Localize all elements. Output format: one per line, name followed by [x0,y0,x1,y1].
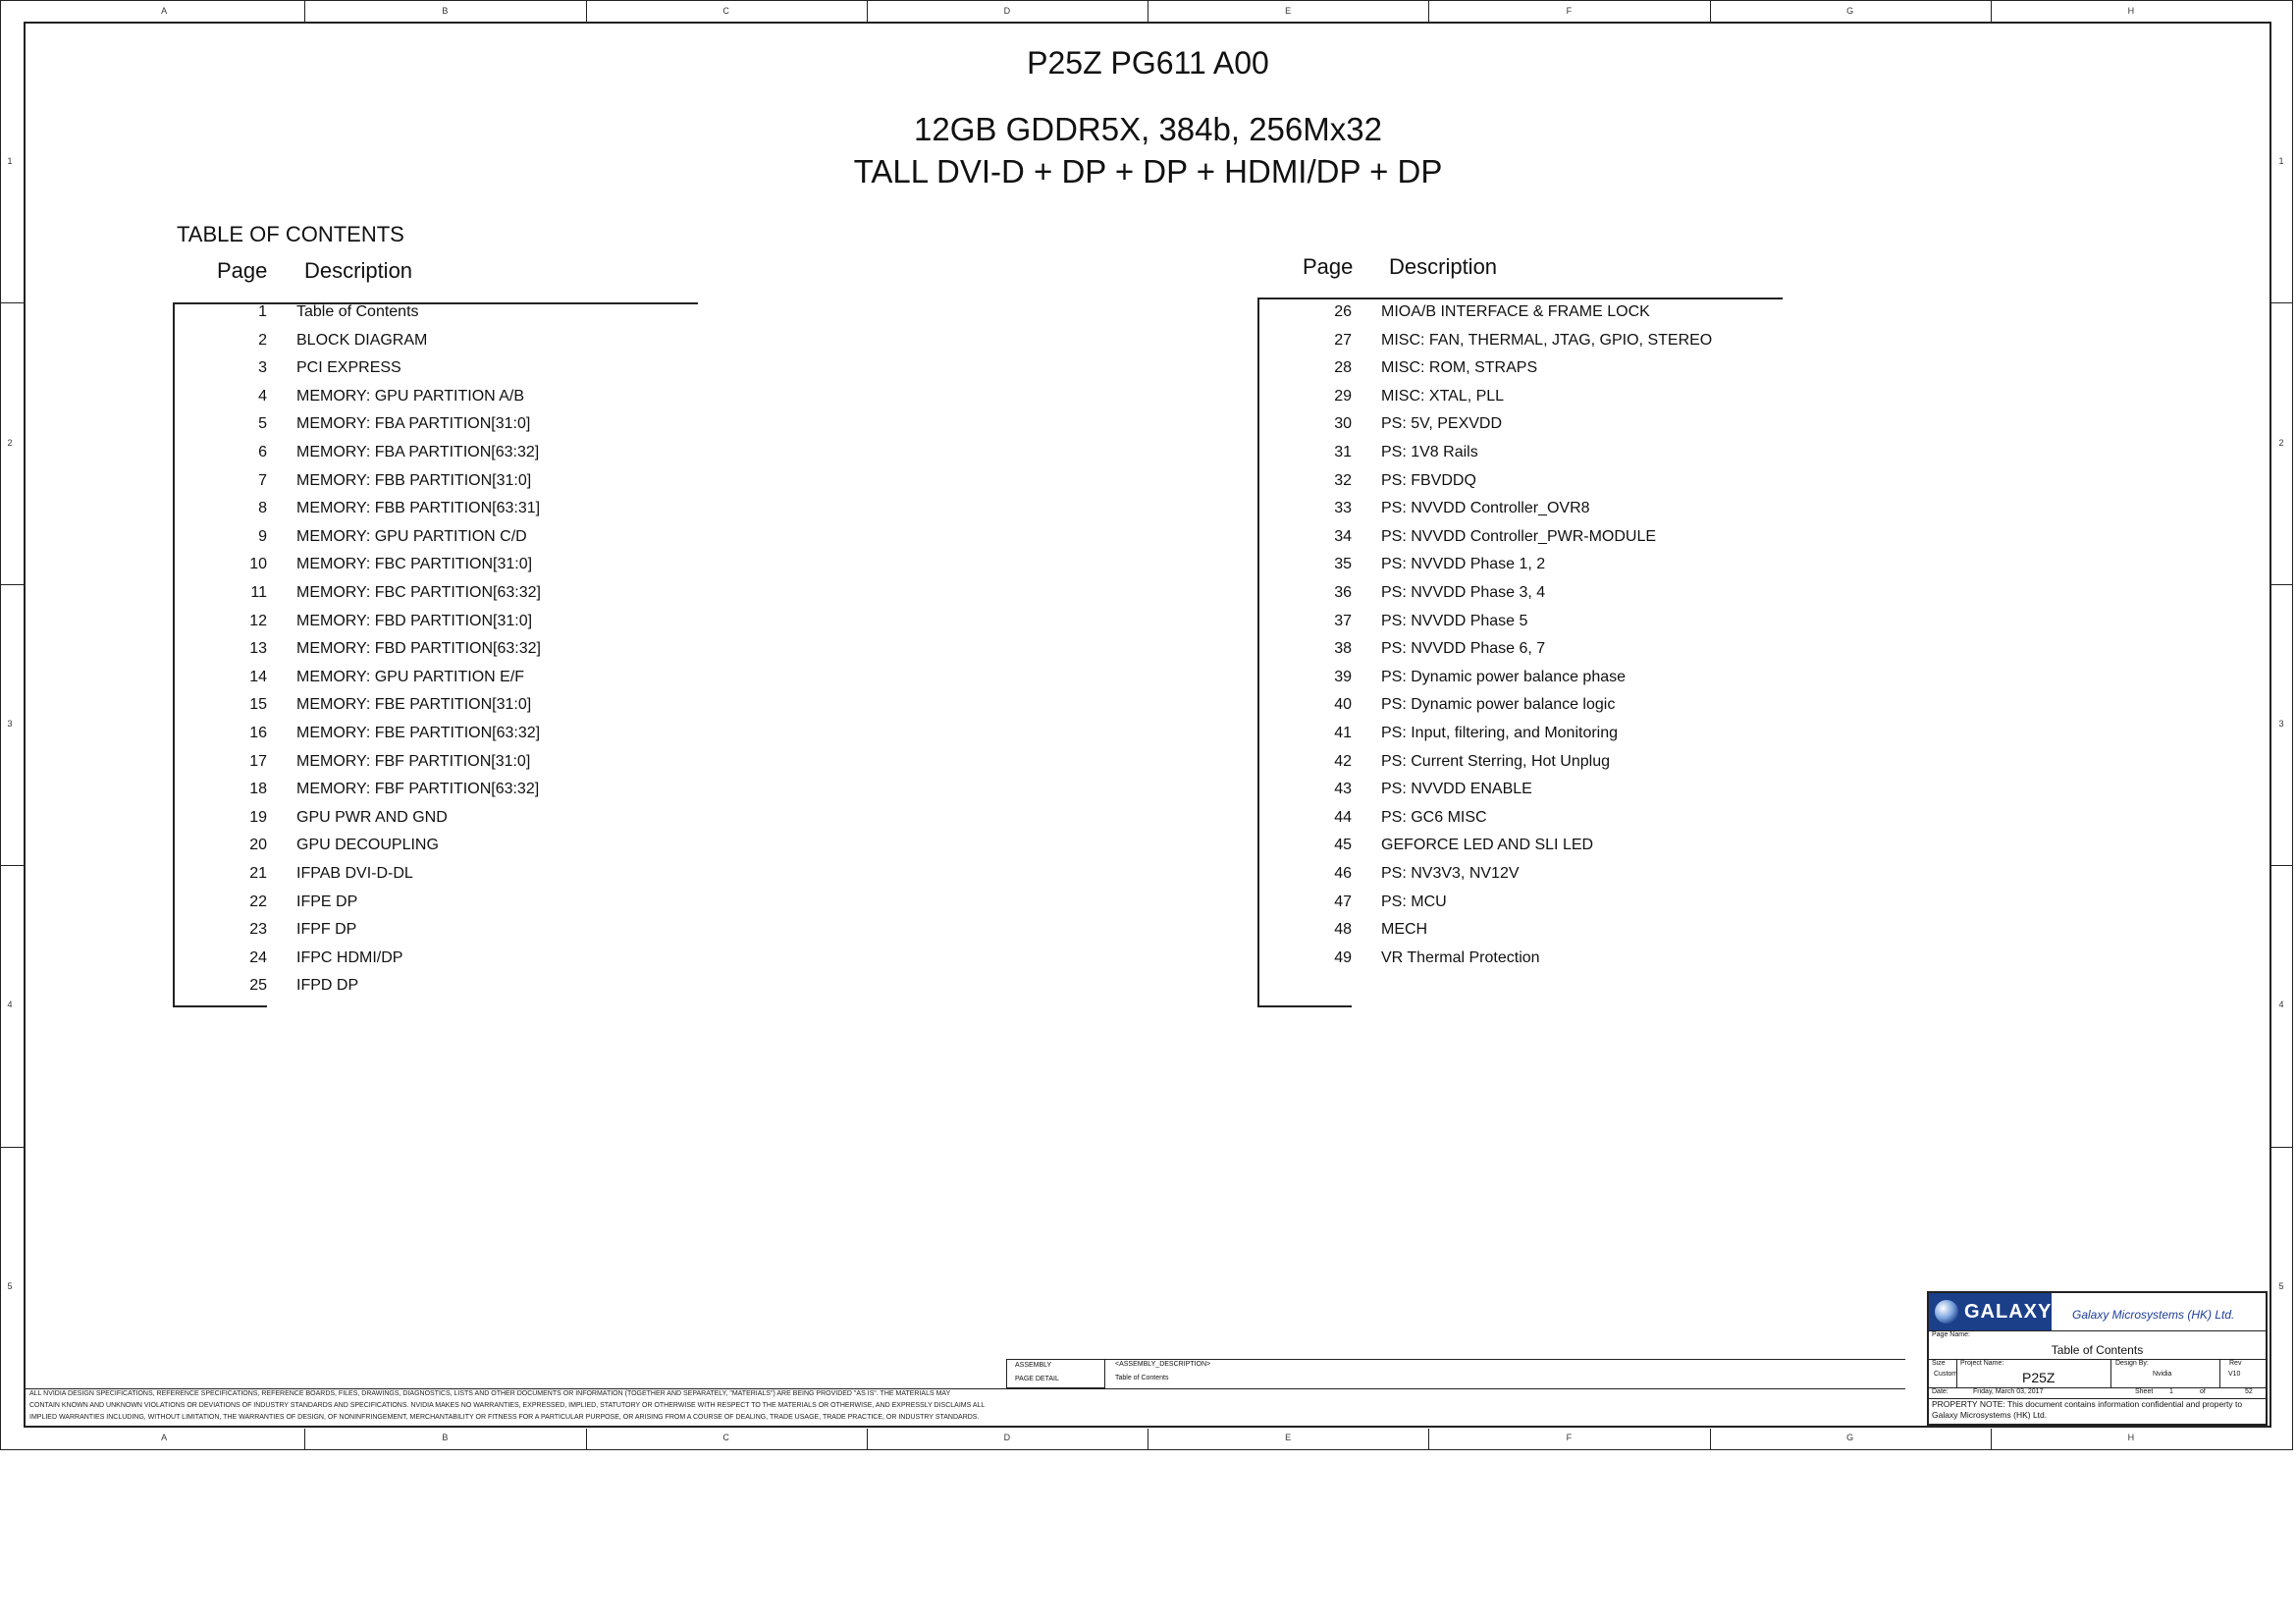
zone-column-label: D [1003,1433,1011,1442]
toc-row [169,415,758,443]
toc-row [1254,500,1842,527]
zone-divider [304,1429,305,1450]
toc-page-number: 16 [249,725,267,741]
toc-row [1254,388,1842,415]
assembly-label-cell [1006,1359,1105,1388]
toc-page-number: 25 [249,977,267,995]
toc-page-number: 42 [1334,752,1352,770]
toc-row [169,584,758,612]
toc-description: PS: NV3V3, NV12V [1381,865,1520,882]
toc-description: MEMORY: FBF PARTITION[63:32] [296,781,540,798]
zone-row-label: 3 [7,719,13,729]
toc-description: MEMORY: FBA PARTITION[31:0] [296,415,531,433]
toc-row [169,359,758,387]
toc-page-number: 22 [249,893,267,910]
toc-row [169,725,758,752]
toc-page-number: 3 [258,359,267,377]
toc-row [1254,528,1842,556]
toc-page-number: 8 [258,500,267,517]
toc-description: IFPE DP [296,893,358,910]
toc-row [169,837,758,864]
toc-row [169,781,758,808]
property-note: PROPERTY NOTE: This document contains information confidential and property to Galaxy Microsystems (HK) Ltd. [1932,1399,2243,1420]
left-description-header: Description [304,258,413,283]
toc-description: PS: NVVDD Phase 6, 7 [1381,640,1546,658]
toc-page-number: 27 [1334,331,1352,349]
toc-row [1254,584,1842,612]
toc-page-number: 48 [1334,921,1352,939]
zone-row-label: 5 [7,1280,13,1291]
zone-row-label: 5 [2278,1280,2284,1291]
toc-description: PS: Dynamic power balance logic [1381,696,1616,714]
toc-row [169,444,758,471]
toc-description: PS: NVVDD Phase 1, 2 [1381,556,1546,573]
zone-column-label: G [1846,6,1854,16]
zone-row-label: 1 [2278,156,2284,167]
toc-page-number: 34 [1334,527,1352,545]
assembly-value: <ASSEMBLY_DESCRIPTION> [1115,1361,1211,1368]
toc-page-number: 43 [1334,781,1352,798]
zone-column-label: A [161,6,168,16]
toc-page-number: 1 [258,303,267,320]
toc-row [1254,781,1842,808]
toc-description: GEFORCE LED AND SLI LED [1381,837,1594,854]
toc-page-number: 32 [1334,471,1352,489]
memory-config-subtitle: 12GB GDDR5X, 384b, 256Mx32 [914,111,1382,147]
toc-page-number: 14 [249,668,267,685]
zone-row-label: 4 [2278,1000,2284,1010]
zone-column-label: F [1566,6,1573,16]
toc-page-number: 44 [1334,808,1352,826]
toc-page-number: 23 [249,921,267,939]
toc-description: MEMORY: GPU PARTITION A/B [296,387,525,405]
rev-label: Rev [2229,1360,2242,1367]
toc-row [169,472,758,500]
of-label: of [2200,1388,2206,1395]
company-name: Galaxy Microsystems (HK) Ltd. [2072,1308,2235,1322]
toc-row [169,809,758,837]
toc-page-number: 30 [1334,415,1352,433]
toc-page-number: 12 [249,612,267,629]
zone-column-label: H [2127,1433,2135,1442]
toc-page-number: 17 [249,752,267,770]
toc-page-number: 21 [249,865,267,882]
toc-page-number: 4 [258,387,267,405]
toc-page-number: 6 [258,444,267,460]
page-name-value: Table of Contents [2051,1343,2144,1357]
sheet-label: Sheet [2135,1388,2154,1395]
zone-divider [2269,1147,2293,1148]
toc-description: IFPC HDMI/DP [296,948,403,966]
toc-row [1254,753,1842,781]
zone-column-label: E [1285,6,1292,16]
toc-page-number: 35 [1334,556,1352,573]
toc-page-number: 45 [1334,837,1352,854]
toc-page-number: 7 [258,471,267,489]
zone-column-label: G [1846,1433,1854,1442]
zone-column-label: A [161,1433,168,1442]
toc-description: VR Thermal Protection [1381,948,1540,966]
toc-row [1254,837,1842,864]
toc-row [169,753,758,781]
toc-description: MECH [1381,921,1428,939]
title-block [1927,1291,2268,1426]
rev-value: V10 [2228,1371,2241,1378]
zone-column-label: D [1003,6,1011,16]
toc-row [1254,444,1842,471]
toc-row [1254,556,1842,583]
toc-row [169,640,758,668]
disclaimer-line-1: ALL NVIDIA DESIGN SPECIFICATIONS, REFERENCE SPECIFICATIONS, REFERENCE BOARDS, FILES, DRAWINGS, DIAGNOSTICS, LISTS AND OTHER DOCUMENTS OR INFORMATION (TOGETHER AND SEPARATELY, "MATERIALS") ARE BEING PROVIDED "AS IS". THE MATERIALS MAY [29,1390,951,1397]
toc-page-number: 15 [249,696,267,714]
schematic-title: P25Z PG611 A00 [1027,45,1269,81]
toc-description: MISC: FAN, THERMAL, JTAG, GPIO, STEREO [1381,331,1713,349]
toc-row [1254,613,1842,640]
toc-row [169,500,758,527]
toc-row [169,949,758,977]
toc-description: Table of Contents [296,303,419,320]
toc-page-number: 36 [1334,584,1352,601]
toc-description: PS: NVVDD Controller_OVR8 [1381,500,1590,517]
toc-description: IFPF DP [296,921,357,939]
toc-page-number: 28 [1334,359,1352,377]
zone-column-label: F [1566,1433,1573,1442]
toc-description: MEMORY: FBD PARTITION[31:0] [296,612,533,629]
toc-description: PS: Dynamic power balance phase [1381,668,1627,685]
zone-divider [1428,1429,1429,1450]
toc-description: MEMORY: FBC PARTITION[63:32] [296,584,541,601]
zone-column-label: B [442,1433,449,1442]
zone-divider [0,302,24,303]
page-name-label: Page Name: [1932,1331,1970,1338]
right-description-header: Description [1389,254,1498,279]
toc-description: GPU DECOUPLING [296,837,439,854]
page-detail-value: Table of Contents [1115,1375,1169,1381]
zone-divider [1991,0,1992,22]
toc-page-number: 33 [1334,500,1352,517]
zone-row-label: 1 [7,156,13,167]
toc-description: MEMORY: GPU PARTITION E/F [296,668,525,685]
toc-row [169,613,758,640]
toc-row [169,696,758,724]
toc-row [1254,669,1842,696]
toc-page-number: 47 [1334,893,1352,910]
zone-divider [1710,1429,1711,1450]
toc-description: MEMORY: FBF PARTITION[31:0] [296,752,531,770]
project-name-label: Project Name: [1960,1360,2004,1367]
toc-description: MEMORY: FBE PARTITION[31:0] [296,696,532,714]
toc-row [1254,865,1842,893]
toc-page-number: 38 [1334,640,1352,658]
toc-description: MEMORY: FBA PARTITION[63:32] [296,444,540,460]
toc-row [169,303,758,331]
toc-description: MIOA/B INTERFACE & FRAME LOCK [1381,303,1650,320]
project-name-value: P25Z [2022,1370,2056,1385]
toc-description: BLOCK DIAGRAM [296,331,428,349]
zone-divider [1710,0,1711,22]
zone-divider [0,1147,24,1148]
toc-row [1254,949,1842,977]
toc-heading: TABLE OF CONTENTS [177,222,404,246]
toc-page-number: 18 [249,781,267,798]
toc-page-number: 26 [1334,303,1352,320]
toc-description: MISC: ROM, STRAPS [1381,359,1538,377]
toc-row [1254,893,1842,921]
toc-row [169,332,758,359]
date-value: Friday, March 03, 2017 [1973,1388,2044,1395]
toc-page-number: 11 [250,584,267,601]
toc-description: PS: Input, filtering, and Monitoring [1381,725,1619,741]
toc-page-number: 37 [1334,612,1352,629]
left-page-header: Page [217,258,268,283]
zone-column-label: C [722,6,729,16]
toc-description: GPU PWR AND GND [296,808,448,826]
legal-disclaimer [29,1388,985,1424]
design-by-value: Nvidia [2153,1371,2172,1378]
disclaimer-line-3: IMPLIED WARRANTIES INCLUDING, WITHOUT LIMITATION, THE WARRANTIES OF DESIGN, OF NONINFRINGEMENT, MERCHANTABILITY OR FITNESS FOR A PARTICULAR PURPOSE, OR ARISING FROM A COURSE OF DEALING, TRADE USAGE, TRADE PRACTICE, OR INDUSTRY STANDARDS. [29,1414,980,1421]
zone-row-label: 4 [7,1000,13,1010]
toc-description: PCI EXPRESS [296,359,401,377]
galaxy-logo [1929,1293,2052,1330]
zone-row-label: 2 [7,437,13,448]
toc-page-number: 24 [249,948,267,966]
toc-description: PS: GC6 MISC [1381,808,1487,826]
toc-row [169,388,758,415]
zone-divider [2269,302,2293,303]
toc-row [169,977,758,1004]
toc-page-number: 10 [249,556,267,573]
zone-column-label: E [1285,1433,1292,1442]
toc-page-number: 20 [249,837,267,854]
zone-divider [867,0,868,22]
toc-description: PS: NVVDD Controller_PWR-MODULE [1381,527,1657,545]
toc-row [169,528,758,556]
toc-page-number: 5 [258,415,267,433]
zone-divider [1991,1429,1992,1450]
toc-description: PS: NVVDD ENABLE [1381,781,1532,798]
zone-column-label: C [722,1433,729,1442]
toc-row [169,865,758,893]
toc-row [1254,640,1842,668]
toc-page-number: 9 [258,527,267,545]
disclaimer-line-2: CONTAIN KNOWN AND UNKNOWN VIOLATIONS OR DEVIATIONS OF INDUSTRY STANDARDS AND SPECIFICATIONS. NVIDIA MAKES NO WARRANTIES, EXPRESSED, IMPLIED, STATUTORY OR OTHERWISE WITH RESPECT TO THE MATERIALS OR OTHERWISE, AND EXPRESSLY DISCLAIMS ALL [29,1402,986,1409]
zone-divider [586,0,587,22]
toc-page-number: 13 [249,640,267,658]
of-value: 52 [2245,1388,2253,1395]
sheet-value: 1 [2169,1388,2173,1395]
zone-column-label: H [2127,6,2135,16]
size-value: Custom [1934,1371,1958,1378]
toc-description: PS: 1V8 Rails [1381,444,1478,460]
toc-page-number: 40 [1334,696,1352,714]
toc-row [1254,696,1842,724]
toc-description: IFPD DP [296,977,359,995]
toc-description: PS: NVVDD Phase 3, 4 [1381,584,1546,601]
toc-row [1254,415,1842,443]
assembly-top-rule [1006,1359,1905,1360]
zone-divider [2269,584,2293,585]
zone-divider [867,1429,868,1450]
assembly-label: ASSEMBLY [1015,1362,1052,1369]
toc-page-number: 2 [258,331,267,349]
toc-row [169,669,758,696]
zone-divider [0,865,24,866]
zone-divider [2269,865,2293,866]
toc-page-number: 46 [1334,865,1352,882]
toc-description: PS: NVVDD Phase 5 [1381,612,1528,629]
toc-row [1254,472,1842,500]
toc-page-number: 19 [249,808,267,826]
toc-row [169,893,758,921]
toc-description: MEMORY: FBC PARTITION[31:0] [296,556,533,573]
toc-page-number: 39 [1334,668,1352,685]
toc-row [169,556,758,583]
right-page-header: Page [1303,254,1354,279]
toc-row [1254,303,1842,331]
zone-row-label: 3 [2278,719,2284,729]
zone-divider [1428,0,1429,22]
toc-description: PS: MCU [1381,893,1447,910]
toc-description: IFPAB DVI-D-DL [296,865,413,882]
toc-description: PS: FBVDDQ [1381,471,1476,489]
toc-row [169,921,758,948]
toc-row [1254,809,1842,837]
zone-column-label: B [442,6,449,16]
display-outputs-subtitle: TALL DVI-D + DP + DP + HDMI/DP + DP [853,153,1443,189]
toc-row [1254,921,1842,948]
toc-description: MEMORY: GPU PARTITION C/D [296,527,527,545]
toc-row [1254,725,1842,752]
toc-description: MISC: XTAL, PLL [1381,387,1505,405]
page-detail-label: PAGE DETAIL [1015,1376,1059,1382]
toc-page-number: 31 [1334,444,1352,460]
toc-row [1254,332,1842,359]
date-label: Date: [1932,1388,1949,1395]
toc-page-number: 29 [1334,387,1352,405]
toc-page-number: 41 [1334,725,1352,741]
toc-description: MEMORY: FBD PARTITION[63:32] [296,640,541,658]
logo-text: GALAXY [1964,1301,2053,1323]
size-label: Size [1932,1360,1946,1367]
toc-page-number: 49 [1334,948,1352,966]
toc-description: MEMORY: FBB PARTITION[31:0] [296,471,532,489]
toc-description: MEMORY: FBE PARTITION[63:32] [296,725,541,741]
galaxy-globe-icon [1935,1300,1958,1324]
zone-divider [0,584,24,585]
zone-row-label: 2 [2278,437,2284,448]
toc-row [1254,359,1842,387]
zone-divider [304,0,305,22]
toc-description: MEMORY: FBB PARTITION[63:31] [296,500,541,517]
toc-description: PS: Current Sterring, Hot Unplug [1381,752,1610,770]
zone-divider [586,1429,587,1450]
toc-description: PS: 5V, PEXVDD [1381,415,1503,433]
design-by-label: Design By: [2115,1360,2149,1367]
